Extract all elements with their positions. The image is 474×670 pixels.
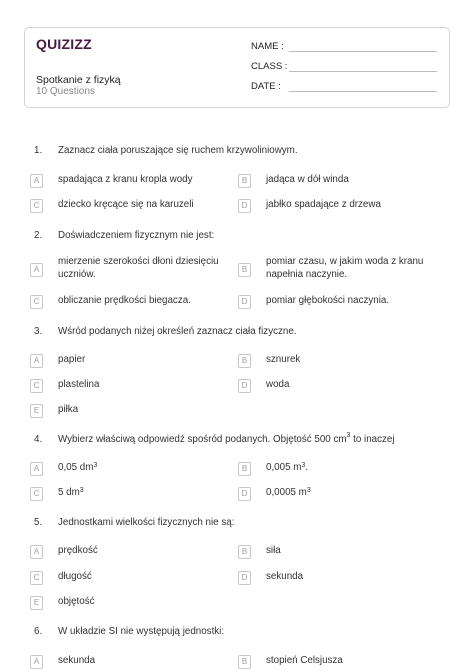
option-letter-badge: A: [30, 655, 43, 669]
name-field[interactable]: [251, 41, 284, 52]
question-superscript: 3: [346, 432, 351, 439]
option-text: plastelina: [58, 379, 100, 390]
option-letter-badge: D: [238, 379, 251, 393]
option-letter-badge: A: [30, 263, 43, 277]
option-superscript: 3: [93, 462, 98, 469]
worksheet-title: Spotkanie z fizyką: [36, 74, 121, 86]
option-letter-badge: C: [30, 571, 43, 585]
option-text-line2: uczniów.: [58, 269, 96, 280]
question-count: 10 Questions: [36, 86, 95, 97]
option-text: pomiar głębokości naczynia.: [266, 295, 390, 306]
option-text: sekunda: [266, 571, 304, 582]
option-text: jadąca w dół winda: [266, 174, 349, 185]
question-text: [58, 434, 395, 445]
option-text: sekunda: [58, 655, 96, 666]
option-letter-badge: C: [30, 379, 43, 393]
option-letter-badge: D: [238, 199, 251, 213]
option-letter-badge: A: [30, 174, 43, 188]
question-number: 2.: [34, 230, 43, 241]
option-letter-badge: C: [30, 487, 43, 501]
option-text-line1: mierzenie szerokości dłoni dziesięciu: [58, 256, 219, 267]
question-text: Wśród podanych niżej określeń zaznacz ciała fizyczne.: [58, 326, 297, 337]
question-text: Doświadczeniem fizycznym nie jest:: [58, 230, 215, 241]
option-letter-badge: B: [238, 462, 251, 476]
option-letter-badge: C: [30, 295, 43, 309]
option-text: obliczanie prędkości biegacza.: [58, 295, 191, 306]
option-text-line2: napełnia naczynie.: [266, 269, 348, 280]
option-text: jabłko spadające z drzewa: [266, 199, 381, 210]
option-text: objętość: [58, 596, 95, 607]
option-text: woda: [266, 379, 290, 390]
class-line: [289, 71, 437, 72]
question-number: 6.: [34, 626, 43, 637]
option-letter-badge: A: [30, 462, 43, 476]
question-number: 4.: [34, 434, 43, 445]
question-text: Zaznacz ciała poruszające się ruchem krzywoliniowym.: [58, 145, 298, 156]
option-text: sznurek: [266, 354, 301, 365]
option-superscript: 3: [306, 487, 311, 494]
option-letter-badge: C: [30, 199, 43, 213]
date-field[interactable]: [251, 81, 281, 92]
option-suffix: .: [305, 462, 309, 473]
option-text: długość: [58, 571, 92, 582]
question-number: 1.: [34, 145, 43, 156]
option-letter-badge: B: [238, 263, 251, 277]
question-text: Jednostkami wielkości fizycznych nie są:: [58, 517, 235, 528]
option-text-line1: pomiar czasu, w jakim woda z kranu: [266, 256, 424, 267]
option-letter-badge: D: [238, 295, 251, 309]
class-label: CLASS :: [251, 61, 288, 72]
option-letter-badge: B: [238, 174, 251, 188]
date-line: [289, 91, 437, 92]
option-letter-badge: D: [238, 571, 251, 585]
quizizz-logo: QUIZIZZ: [36, 36, 92, 52]
option-value: 5 dm: [58, 487, 80, 498]
option-letter-badge: E: [30, 596, 43, 610]
option-value: 0,0005 m: [266, 487, 307, 498]
question-text-part: Wybierz właściwą odpowiedź spośród podanych. Objętość 500 cm: [58, 434, 347, 445]
option-text: prędkość: [58, 545, 98, 556]
option-text: [266, 487, 311, 500]
option-letter-badge: A: [30, 545, 43, 559]
question-number: 3.: [34, 326, 43, 337]
option-value: 0,05 dm: [58, 462, 94, 473]
option-superscript: 3: [79, 487, 84, 494]
option-text: papier: [58, 354, 86, 365]
date-label: DATE :: [251, 81, 281, 92]
option-letter-badge: B: [238, 354, 251, 368]
name-line: [289, 51, 437, 52]
question-text: W układzie SI nie występują jednostki:: [58, 626, 225, 637]
class-field[interactable]: [251, 61, 287, 72]
option-text: piłka: [58, 404, 79, 415]
option-text: [58, 487, 84, 500]
option-letter-badge: B: [238, 655, 251, 669]
worksheet-header: [24, 27, 450, 108]
question-number: 5.: [34, 517, 43, 528]
option-text: [58, 462, 97, 475]
option-text: spadająca z kranu kropla wody: [58, 174, 193, 185]
option-value: 0,005 m: [266, 462, 302, 473]
option-letter-badge: A: [30, 354, 43, 368]
name-label: NAME :: [251, 41, 284, 52]
question-text-part: to inaczej: [350, 434, 395, 445]
option-text: siła: [266, 545, 281, 556]
option-letter-badge: D: [238, 487, 251, 501]
option-text: stopień Celsjusza: [266, 655, 343, 666]
option-text: dziecko kręcące się na karuzeli: [58, 199, 194, 210]
option-superscript: 3: [301, 462, 306, 469]
option-text: [266, 462, 308, 475]
option-letter-badge: E: [30, 404, 43, 418]
option-letter-badge: B: [238, 545, 251, 559]
